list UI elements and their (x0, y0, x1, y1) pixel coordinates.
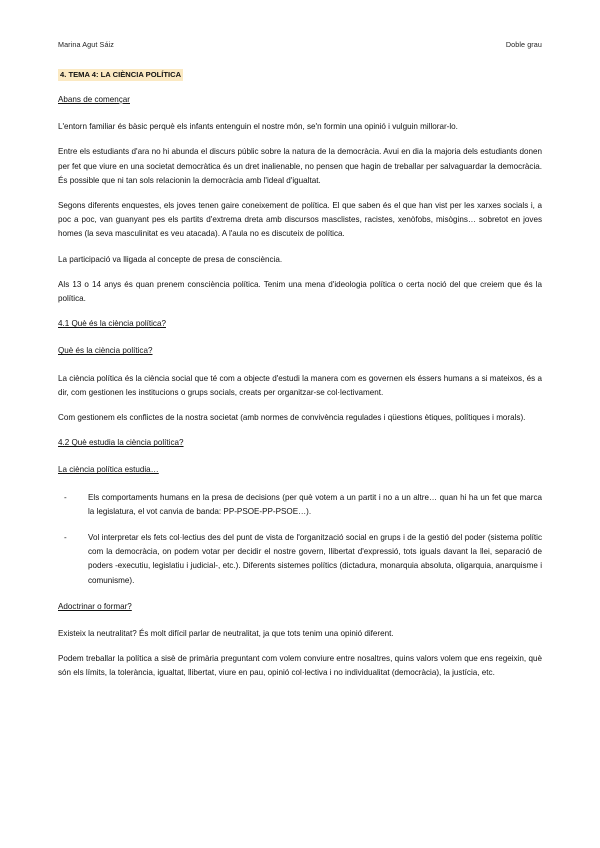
bullet-list (58, 491, 542, 588)
heading-4-1: 4.1 Què és la ciència política? (58, 319, 166, 329)
paragraph: Com gestionem els conflictes de la nostra societat (amb normes de convivència regulades i qüestions ètiques, polítiques i morals). (58, 413, 526, 423)
document-body (58, 68, 542, 692)
heading-adoctrinar: Adoctrinar o formar? (58, 601, 132, 611)
paragraph: Existeix la neutralitat? És molt difícil parlar de neutralitat, ja que tots tenim una opinió diferent. (58, 629, 394, 639)
paragraph: Podem treballar la política a sisè de primària preguntant com volem conviure entre nosaltres, quins valors volem que ens regeixin, què són els límits, la tolerància, igualtat, llibertat, viure en pau, opinió col·lectiva i no individualitat (democràcia), la justícia, etc. (58, 654, 542, 678)
header-author: Marina Agut Sáiz (58, 40, 114, 49)
chapter-title: 4. TEMA 4: LA CIÈNCIA POLÍTICA (60, 70, 182, 79)
heading-abans: Abans de començar (58, 95, 130, 104)
subheading-4-2: La ciència política estudia… (58, 465, 159, 475)
paragraph: L'entorn familiar és bàsic perquè els infants entenguin el nostre món, se'n formin una opinió i vulguin millorar-lo. (58, 122, 458, 132)
paragraph: Entre els estudiants d'ara no hi abunda el discurs públic sobre la natura de la democràcia. Avui en dia la majoria dels estudiants donen per fet que viure en una societat democràtica és un dret inalienable, no pensen que hagin de treballar per salvaguardar la democràcia. És possible que ni tan sols relacionin la democràcia amb l'ideal d'igualtat. (58, 147, 542, 185)
subheading-4-1: Què és la ciència política? (58, 346, 153, 356)
list-item: - Els comportaments humans en la presa de decisions (per què votem a un partit i no a un altre… quan hi ha un fet que marca la legislatura, el vot canvia de banda: PP-PSOE-PP-PSOE…). (58, 491, 542, 519)
paragraph: Als 13 o 14 anys és quan prenem consciència política. Tenim una mena d'ideologia política o certa noció del que creiem que és la política. (58, 279, 542, 304)
paragraph: La participació va lligada al concepte de presa de consciència. (58, 254, 283, 264)
heading-4-2: 4.2 Què estudia la ciència política? (58, 438, 184, 448)
paragraph: Segons diferents enquestes, els joves tenen gaire coneixement de política. El que saben és el que han vist per les xarxes socials i, a poc a poc, van guanyant pes els partits d'extrema dreta amb discursos masclistes, racistes, xenòfobs, misògins… sobretot en joves homes (la seva masculinitat es veu atacada). A l'aula no es discuteix de política. (58, 201, 542, 239)
list-item: - Vol interpretar els fets col·lectius des del punt de vista de l'organització social en grups i de la gestió del poder (sistema polític com la democràcia, on podem votar per decidir el nostre govern, llibertat d'expressió, tots iguals davant la llei, separació de poders -executiu, legislatiu i judicial-, etc.). Diferents sistemes polítics (dictadura, monarquia absoluta, oligarquia, anarquisme i comunisme). (58, 531, 542, 588)
header-degree: Doble grau (505, 40, 542, 49)
paragraph: La ciència política és la ciència social que té com a objecte d'estudi la manera com es governen els éssers humans a si mateixos, és a dir, com gestionen les institucions o grups socials, creats per organitzar-se col·lectivament. (58, 373, 542, 397)
